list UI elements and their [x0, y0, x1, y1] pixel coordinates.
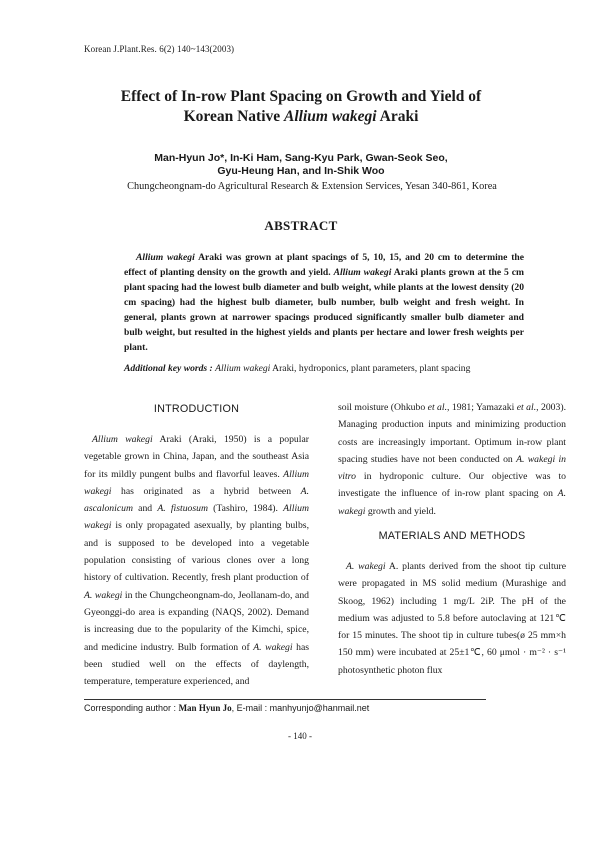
title-line-1: Effect of In-row Plant Spacing on Growth and Yield of [120, 88, 482, 105]
page-number: - 140 - [288, 731, 312, 741]
abstract-body: Allium wakegi Araki was grown at plant spacings of 5, 10, 15, and 20 cm to determine the effect of planting density on the growth and yield. Allium wakegi Araki plants grown at the 5 cm plant spacing had the lowest bulb diameter and bulb weight, while plants at the lowest density (20 cm spacing) had the highest bulb diameter, bulb number, bulb weight and fresh weight. In general, plants grown at narrower spacings produced significantly smaller bulb diameter and bulb weight, but resulted in the highest yields and plants per hectare and lower fresh weights per plant. [124, 252, 524, 353]
abstract-heading: ABSTRACT [264, 218, 338, 233]
authors-line-1: Man-Hyun Jo*, In-Ki Ham, Sang-Kyu Park, Gwan-Seok Seo, [154, 152, 448, 164]
key-words: Additional key words : Allium wakegi Araki, hydroponics, plant parameters, plant spacing [124, 363, 471, 374]
introduction-continuation: soil moisture (Ohkubo et al., 1981; Yamazaki et al., 2003). Managing production inputs and minimizing production costs are increasingly important. Optimum in-row plant spacing studies have not been conducted on A. wakegi in vitro in hydroponic culture. Our objective was to investigate the influence of in-row plant spacing on A. wakegi growth and yield. [338, 402, 567, 517]
title-line-2: Korean Native Allium wakegi Araki [183, 108, 419, 125]
corresponding-author-footnote: Corresponding author : Man Hyun Jo, E-mail : manhyunjo@hanmail.net [84, 703, 370, 713]
introduction-heading: INTRODUCTION [153, 403, 240, 415]
paper-title [80, 87, 522, 127]
footnote-divider [84, 699, 486, 700]
introduction-paragraph: Allium wakegi Araki (Araki, 1950) is a popular vegetable grown in China, Japan, and the southeast Asia for its mildly pungent bulbs and flavorful leaves. Allium wakegi has originated as a hybrid between A. ascalonicum and A. fistuosum (Tashiro, 1984). Allium wakegi is only propagated asexually, by planting bulbs, and is supposed to be developed into a vegetable population consisting of various clones over a long history of cultivation. Recently, fresh plant production of A. wakegi in the Chungcheongnam-do, Jeollanam-do, and Gyeonggi-do area is expanding (NAQS, 2002). Demand is increasing due to the popularity of the Kimchi, spice, and medicine industry. Bulb formation of A. wakegi has been studied well on the effects of daylength, temperature, temperature experienced, and [84, 434, 310, 688]
authors-line-2: Gyu-Heung Han, and In-Shik Woo [217, 165, 385, 177]
methods-heading: MATERIALS AND METHODS [378, 530, 526, 542]
author-list [80, 152, 522, 178]
methods-paragraph: A. wakegi A. plants derived from the shoot tip culture were propagated in MS solid medium (Murashige and Skoog, 1962) including 1 mg/L 2iP. The pH of the medium was adjusted to 5.8 before autoclaving at 121℃ for 15 minutes. The shoot tip in culture tubes(ø 25 mm×h 150 mm) were incubated at 25±1℃, 60 μmol · m⁻² · s⁻¹ photosynthetic photon flux [338, 561, 567, 676]
journal-citation: Korean J.Plant.Res. 6(2) 140~143(2003) [84, 44, 235, 54]
affiliation: Chungcheongnam-do Agricultural Research & Extension Services, Yesan 340-861, Korea [127, 181, 497, 192]
